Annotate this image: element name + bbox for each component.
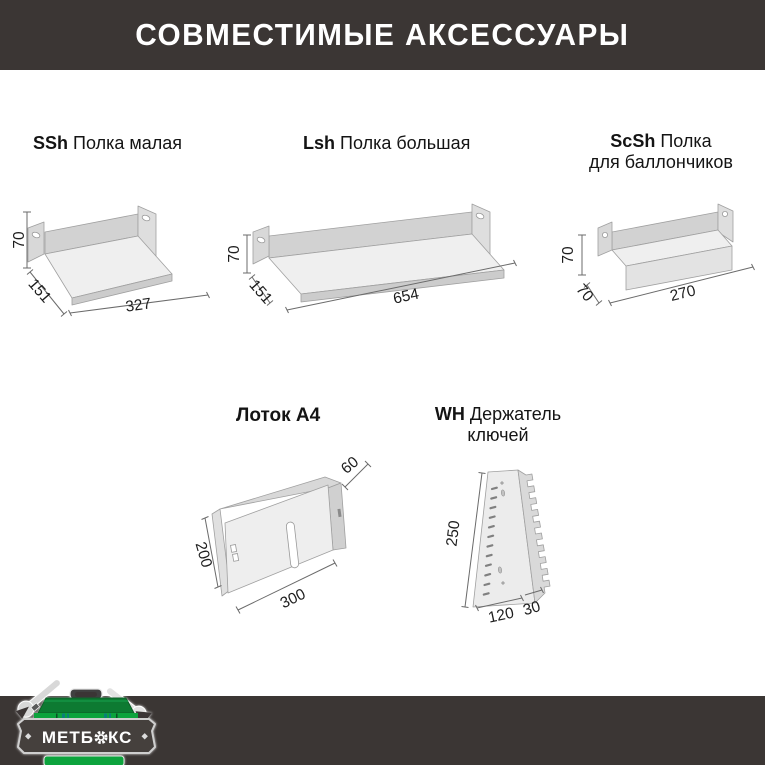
metbox-logo: [6, 684, 172, 765]
scsh-shelf-drawing: [556, 190, 765, 315]
page-title: СОВМЕСТИМЫЕ АКСЕССУАРЫ: [135, 17, 630, 52]
product-title-lsh: [303, 133, 470, 154]
product-name: Полка большая: [340, 133, 471, 153]
ssh-shelf-drawing: [0, 190, 212, 318]
product-code: ScSh: [610, 131, 656, 151]
header-bar: [0, 0, 765, 70]
tray-left-hole-2: [233, 554, 239, 562]
dim-label-top-depth: 60: [338, 453, 363, 478]
product-name: Лоток А4: [236, 405, 321, 426]
scsh-left-bracket: [598, 222, 612, 256]
wh-hole-top-dot: [501, 482, 504, 485]
dim-label-width: 654: [391, 285, 421, 308]
logo-plaque: [18, 719, 155, 753]
scsh-left-mount-hole: [602, 232, 607, 237]
lsh-left-bracket: [253, 226, 269, 264]
logo-text-part1: МЕТБ: [41, 728, 94, 747]
dim-label-depth: 151: [24, 275, 55, 307]
dim-label-width: 270: [668, 282, 698, 306]
lsh-shelf-drawing: [226, 190, 562, 320]
product-title-scsh: [555, 131, 765, 173]
product-name: Полка малая: [73, 133, 183, 153]
product-code: SSh: [33, 133, 69, 153]
dim-label-height: 70: [226, 245, 243, 263]
product-title-ssh: [33, 133, 182, 154]
product-code: Lsh: [303, 133, 336, 153]
product-name-line1: WH Держатель: [434, 404, 562, 424]
dim-label-depth: 70: [572, 280, 597, 306]
dim-label-width: 327: [124, 295, 153, 316]
dim-label-height: 70: [11, 231, 28, 249]
logo-text-part2: КС: [108, 728, 133, 747]
tray-left-hole-1: [231, 545, 237, 553]
product-name-line2: ключей: [467, 425, 529, 445]
tray-a4-drawing: [185, 448, 377, 626]
wh-key-holder-drawing: [435, 452, 565, 630]
product-name-line2: для баллончиков: [589, 152, 733, 172]
dim-label-height: 70: [560, 246, 577, 264]
dim-label-width: 120: [486, 604, 516, 627]
ssh-left-bracket: [28, 222, 44, 262]
dim-label-depth: 30: [521, 598, 543, 620]
dim-label-height: 200: [191, 539, 216, 570]
dim-label-height: 250: [443, 519, 464, 548]
logo-base-bar: [44, 756, 124, 765]
dim-label-depth: 151: [245, 276, 276, 308]
product-name-line1: ScSh Полка: [610, 131, 712, 151]
product-code: WH: [434, 404, 465, 424]
tray-front-panel: [225, 485, 333, 593]
wh-hole-bottom-dot: [502, 582, 505, 585]
product-title-wh: [418, 404, 578, 446]
product-title-tray: [236, 405, 320, 427]
scsh-right-mount-hole: [722, 211, 727, 216]
dim-label-width: 300: [277, 585, 309, 613]
